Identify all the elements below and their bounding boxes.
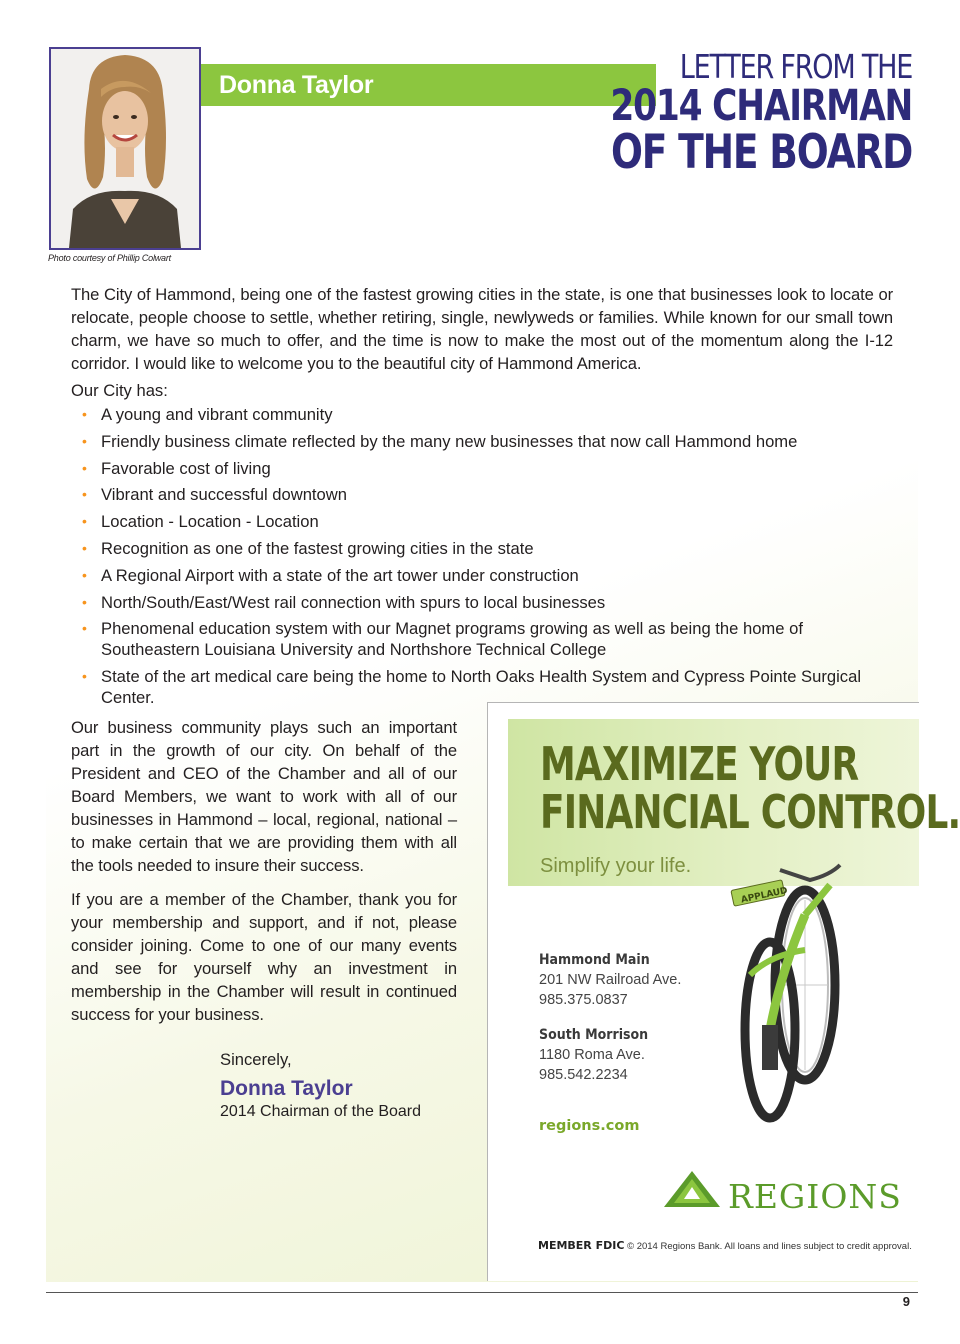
portrait-illustration	[51, 49, 199, 248]
body-paragraph: If you are a member of the Chamber, thank you for your membership and support, and if not, please consider joining. Come to one of our many events and see for yourself why an investment in membership in the Chamber will result in continued success for your business.	[71, 890, 457, 1024]
fdic-disclaimer	[538, 1239, 912, 1252]
list-item: • Location - Location - Location	[82, 512, 319, 532]
disclaimer-text: © 2014 Regions Bank. All loans and lines subject to credit approval.	[627, 1241, 912, 1252]
list-item: • A young and vibrant community	[82, 405, 333, 424]
location-address: 1180 Roma Ave.	[539, 1047, 645, 1063]
ad-subhead: Simplify your life.	[540, 855, 692, 877]
bullet-icon: •	[82, 668, 87, 685]
list-item: • Recognition as one of the fastest growing cities in the state	[82, 538, 534, 558]
list-item: • Friendly business climate reflected by the many new businesses that now call Hammond home	[82, 431, 798, 451]
bullet-icon: •	[82, 406, 87, 422]
list-item: • Vibrant and successful downtown	[82, 485, 347, 505]
page-number: 9	[902, 1294, 910, 1309]
body-paragraph: Our business community plays such an important part in the growth of our city. On behalf of the President and CEO of the Chamber and all of our Board Members, we want to work with all of our businesses in Hammond – local, regional, national – to make certain that we are providing them with all the tools needed to insure their success.	[71, 718, 457, 875]
heading-line-2: 2014 CHAIRMAN	[610, 81, 912, 131]
closing: Sincerely,	[220, 1050, 292, 1069]
photo-credit: Photo courtesy of Phillip Colwart	[48, 253, 171, 263]
list-item: • A Regional Airport with a state of the art tower under construction	[82, 565, 579, 585]
location-address: 201 NW Railroad Ave.	[539, 972, 682, 988]
ad-url: regions.com	[539, 1118, 640, 1134]
signer-title: 2014 Chairman of the Board	[220, 1103, 422, 1120]
footer-divider	[46, 1292, 918, 1293]
signature-block	[220, 1050, 421, 1121]
location-phone: 985.375.0837	[539, 992, 628, 1008]
list-item: • North/South/East/West rail connection with spurs to local businesses	[82, 592, 606, 612]
location-name: Hammond Main	[539, 952, 650, 968]
bullet-icon: •	[82, 486, 87, 503]
heading-line-3: OF THE BOARD	[610, 125, 912, 180]
signer-name: Donna Taylor	[220, 1077, 353, 1100]
bullet-icon: •	[82, 459, 87, 476]
bullet-icon: •	[82, 620, 87, 637]
bullet-icon: •	[82, 593, 87, 610]
bullet-icon: •	[82, 513, 87, 530]
location-name: South Morrison	[539, 1027, 649, 1043]
location-south-morrison	[539, 1025, 660, 1085]
bicycle-icon	[710, 855, 900, 1145]
heading-line-1: LETTER FROM THE	[679, 47, 912, 86]
list-item: • Favorable cost of living	[82, 458, 271, 478]
portrait-photo	[49, 47, 201, 250]
regions-wordmark: REGIONS	[728, 1177, 902, 1216]
intro-paragraph: The City of Hammond, being one of the fastest growing cities in the state, is one that businesses look to locate or relocate, people choose to settle, whether retiring, single, newlyweds or families. While known for our small town charm, we have so much to offer, and the time is now to make the most out of the momentum along the I-12 corridor. I would like to welcome you to the beautiful city of Hammond America.	[71, 285, 893, 373]
bike-plate: APPLAUD	[740, 885, 789, 906]
location-hammond-main	[539, 950, 681, 1010]
ad-headline-1: MAXIMIZE YOUR	[540, 737, 859, 791]
ad-headline-2: FINANCIAL CONTROL.	[540, 785, 960, 839]
location-phone: 985.542.2234	[539, 1067, 628, 1083]
letter-body	[71, 716, 457, 1037]
city-features-list	[82, 404, 862, 714]
regions-logo-icon	[662, 1169, 722, 1209]
city-has-label: Our City has:	[71, 381, 168, 400]
fdic-label: MEMBER FDIC	[538, 1239, 625, 1252]
bullet-icon: •	[82, 566, 87, 583]
regions-advertisement	[487, 702, 960, 1281]
bullet-icon: •	[82, 539, 87, 556]
list-item: • State of the art medical care being the home to North Oaks Health System and Cypress Pointe Surgical Center.	[82, 667, 862, 708]
list-item: • Phenomenal education system with our Magnet programs growing as well as being the home of Southeastern Louisiana University and Northshore Technical College	[82, 619, 803, 660]
letter-heading	[535, 47, 912, 180]
name-banner-text: Donna Taylor	[219, 71, 374, 99]
bullet-icon: •	[82, 432, 87, 449]
